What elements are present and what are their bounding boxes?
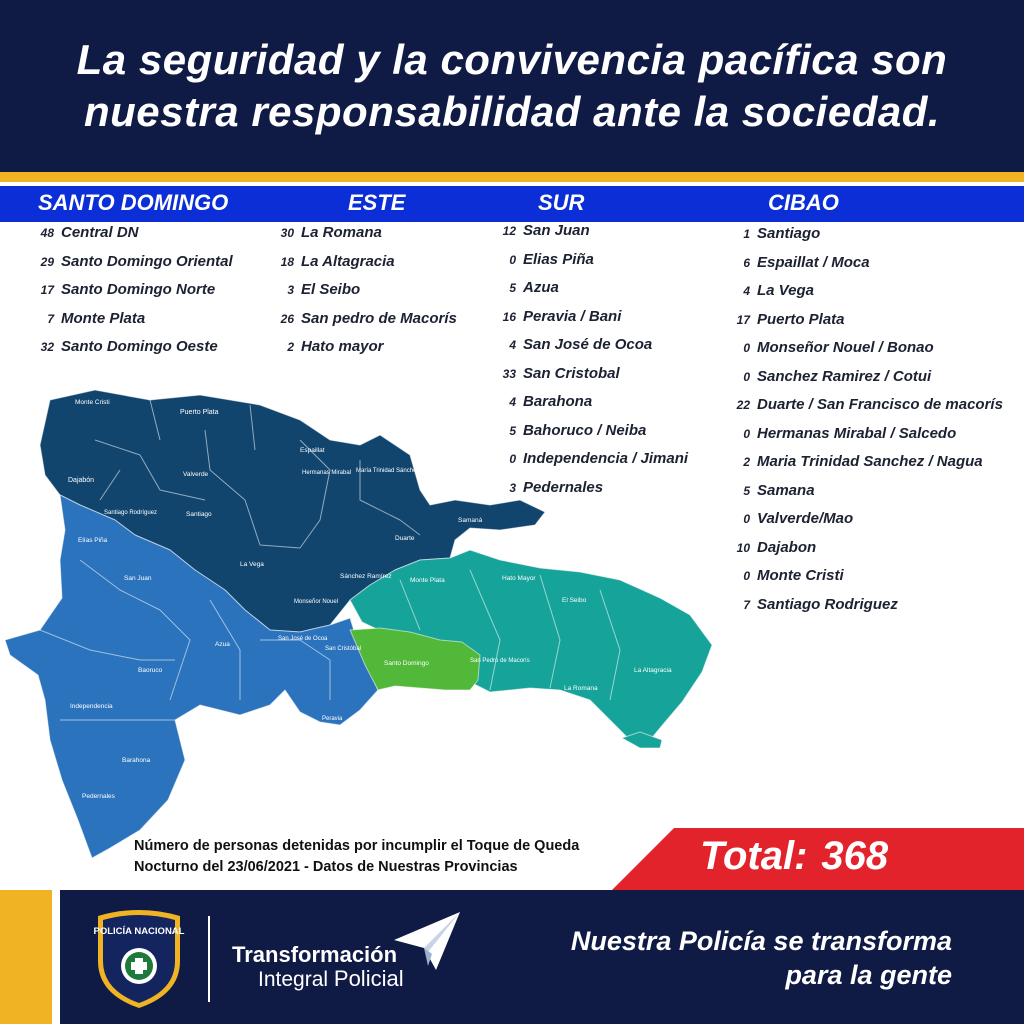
total-value: 368	[821, 834, 889, 878]
badge-text: POLICÍA NACIONAL	[93, 926, 185, 937]
count: 3	[509, 480, 516, 495]
list-item	[30, 338, 233, 367]
map-label: Hermanas Mirabal	[302, 470, 352, 476]
caption-line-1: Número de personas detenidas por incumplir el Toque de Queda	[134, 838, 580, 854]
gold-stripe	[0, 172, 1024, 182]
count: 0	[743, 512, 750, 526]
province-name: San José de Ocoa	[523, 336, 653, 353]
list-item	[728, 339, 1003, 368]
map-label: Santo Domingo	[384, 660, 429, 667]
tip-subtitle-a: Integral	[258, 968, 329, 991]
region-title-cibao: CIBAO	[768, 190, 839, 215]
slogan-line-1: Nuestra Policía se transforma	[570, 926, 952, 956]
list-item	[30, 224, 233, 253]
province-name: San Cristobal	[523, 364, 620, 382]
list-item	[494, 222, 688, 251]
count: 29	[40, 254, 54, 269]
count: 0	[743, 569, 750, 583]
total-label: Total:	[700, 834, 808, 878]
count: 18	[280, 254, 294, 269]
list-item	[728, 254, 1003, 283]
province-name: Santo Domingo Oriental	[61, 252, 233, 270]
map-label: Puerto Plata	[180, 409, 219, 416]
headline-line-2: nuestra responsabilidad ante la sociedad.	[83, 88, 941, 135]
region-title-santo-domingo: SANTO DOMINGO	[38, 190, 229, 215]
province-name: Valverde/Mao	[757, 510, 854, 527]
province-name: Bahoruco / Neiba	[523, 421, 647, 439]
map-label: Dajabón	[68, 477, 95, 484]
map-label: Pedernales	[82, 793, 115, 800]
list-item	[30, 281, 233, 310]
province-name: Azua	[523, 279, 559, 296]
province-name: Elias Piña	[523, 250, 594, 268]
province-name: Independencia / Jimani	[523, 450, 689, 467]
count: 16	[502, 309, 516, 324]
count: 33	[502, 366, 516, 381]
list-item	[272, 253, 457, 282]
count: 26	[280, 311, 294, 326]
count: 5	[743, 483, 750, 498]
province-name: Samana	[757, 481, 815, 499]
map-label: Barahona	[122, 757, 151, 764]
count: 30	[280, 226, 294, 240]
province-name: Central DN	[61, 224, 139, 241]
map-label: Peravia	[322, 716, 343, 722]
map-label: Monseñor Nouel	[294, 599, 339, 605]
province-name: Pedernales	[523, 478, 604, 496]
count: 0	[509, 252, 516, 267]
count: 10	[736, 540, 750, 555]
list-item	[728, 510, 1003, 539]
province-name: Sanchez Ramirez / Cotui	[757, 367, 932, 385]
region-title-este: ESTE	[348, 190, 406, 215]
list-item	[728, 425, 1003, 454]
slogan-line-2: para la gente	[785, 960, 952, 990]
list-item	[30, 310, 233, 339]
list-este	[272, 224, 457, 367]
list-item	[728, 453, 1003, 482]
police-badge-icon	[92, 906, 186, 1010]
map-label: La Romana	[564, 685, 598, 692]
province-name: Puerto Plata	[757, 310, 845, 328]
province-name: Monseñor Nouel / Bonao	[757, 339, 934, 356]
count: 17	[40, 283, 54, 297]
count: 4	[509, 395, 516, 409]
list-item	[30, 253, 233, 282]
map-label: Monte Cristi	[75, 399, 110, 406]
tip-title: Transformación	[232, 942, 398, 967]
province-name: Duarte / San Francisco de macorís	[757, 396, 1003, 413]
province-name: La Romana	[301, 224, 382, 241]
count: 5	[509, 281, 516, 295]
list-item	[728, 567, 1003, 596]
list-item	[272, 338, 457, 367]
map-label: Monte Plata	[410, 577, 445, 584]
caption-line-2: Nocturno del 23/06/2021 - Datos de Nuestras Provincias	[134, 859, 518, 875]
list-item	[728, 368, 1003, 397]
province-name: San pedro de Macorís	[301, 309, 457, 327]
count: 0	[743, 341, 750, 355]
list-item	[728, 282, 1003, 311]
count: 7	[743, 597, 750, 612]
province-name: Hermanas Mirabal / Salcedo	[757, 424, 957, 442]
count: 12	[502, 224, 516, 238]
province-name: San Juan	[523, 222, 590, 239]
list-item	[494, 336, 688, 365]
count: 4	[743, 284, 750, 298]
count: 48	[40, 226, 54, 240]
count: 3	[287, 283, 294, 297]
map-label: El Seibo	[562, 597, 587, 604]
tip-subtitle-b: Policial	[333, 966, 404, 991]
region-title-sur: SUR	[538, 190, 585, 215]
province-name: La Vega	[757, 282, 814, 299]
map-label: La Vega	[240, 561, 264, 568]
province-name: Dajabon	[757, 538, 817, 556]
count: 17	[736, 312, 750, 327]
list-item	[728, 396, 1003, 425]
count: 7	[47, 311, 54, 326]
province-name: Hato mayor	[301, 338, 384, 355]
headline-line-1: La seguridad y la convivencia pacífica son	[76, 36, 948, 83]
list-item	[728, 482, 1003, 511]
map-label: Independencia	[70, 703, 113, 710]
list-santo-domingo	[30, 224, 233, 367]
dominican-republic-map	[0, 370, 720, 870]
count: 22	[736, 398, 750, 412]
map-label: Santiago Rodríguez	[104, 510, 158, 516]
province-name: Santo Domingo Oeste	[61, 338, 218, 355]
list-item	[728, 596, 1003, 625]
map-label: Azua	[215, 641, 230, 648]
province-name: La Altagracia	[301, 252, 395, 270]
list-item	[272, 281, 457, 310]
map-label: Hato Mayor	[502, 575, 536, 582]
map-label: La Altagracia	[634, 667, 672, 674]
map-label: San José de Ocoa	[278, 636, 328, 642]
province-name: Barahona	[523, 393, 593, 410]
count: 32	[40, 340, 54, 354]
map-label: San Juan	[124, 575, 152, 582]
list-item	[494, 279, 688, 308]
footer-white-bar	[52, 890, 60, 1024]
province-name: El Seibo	[301, 281, 361, 298]
list-item	[728, 225, 1003, 254]
count: 1	[743, 227, 750, 241]
map-label: Valverde	[183, 471, 209, 478]
list-item	[728, 311, 1003, 340]
count: 0	[743, 369, 750, 384]
caption	[134, 836, 579, 878]
count: 5	[509, 423, 516, 438]
map-label: Elías Piña	[78, 537, 108, 544]
province-name: Santo Domingo Norte	[61, 281, 216, 298]
count: 6	[743, 255, 750, 270]
headline	[0, 34, 1024, 138]
map-label: Samaná	[458, 517, 483, 524]
tip-subtitle	[258, 966, 404, 992]
province-name: Monte Plata	[61, 309, 146, 327]
map-label: Sánchez Ramírez	[340, 573, 392, 580]
province-name: Maria Trinidad Sanchez / Nagua	[757, 453, 983, 470]
footer-divider	[208, 916, 210, 1002]
list-item	[728, 539, 1003, 568]
map-label: San Cristóbal	[325, 646, 362, 652]
province-name: Peravia / Bani	[523, 307, 622, 325]
count: 2	[743, 455, 750, 469]
map-label: Baoruco	[138, 667, 163, 674]
province-name: Santiago Rodriguez	[757, 595, 898, 613]
map-label: María Trinidad Sánchez	[356, 468, 420, 474]
province-name: Santiago	[757, 225, 821, 242]
count: 2	[287, 340, 294, 354]
map-label: Duarte	[395, 535, 415, 542]
list-item	[272, 310, 457, 339]
map-label: San Pedro de Macorís	[470, 658, 530, 664]
list-item	[494, 251, 688, 280]
paper-plane-icon	[392, 910, 462, 972]
province-name: Monte Cristi	[757, 567, 844, 584]
province-name: Espaillat / Moca	[757, 253, 870, 271]
list-cibao	[728, 225, 1003, 624]
map-label: Santiago	[186, 511, 212, 518]
total	[700, 834, 888, 879]
footer-gold-bar	[0, 890, 52, 1024]
list-item	[272, 224, 457, 253]
count: 4	[509, 338, 516, 352]
list-item	[494, 308, 688, 337]
slogan	[571, 924, 952, 992]
map-label: Espaillat	[300, 447, 325, 454]
count: 0	[509, 452, 516, 466]
count: 0	[743, 426, 750, 441]
